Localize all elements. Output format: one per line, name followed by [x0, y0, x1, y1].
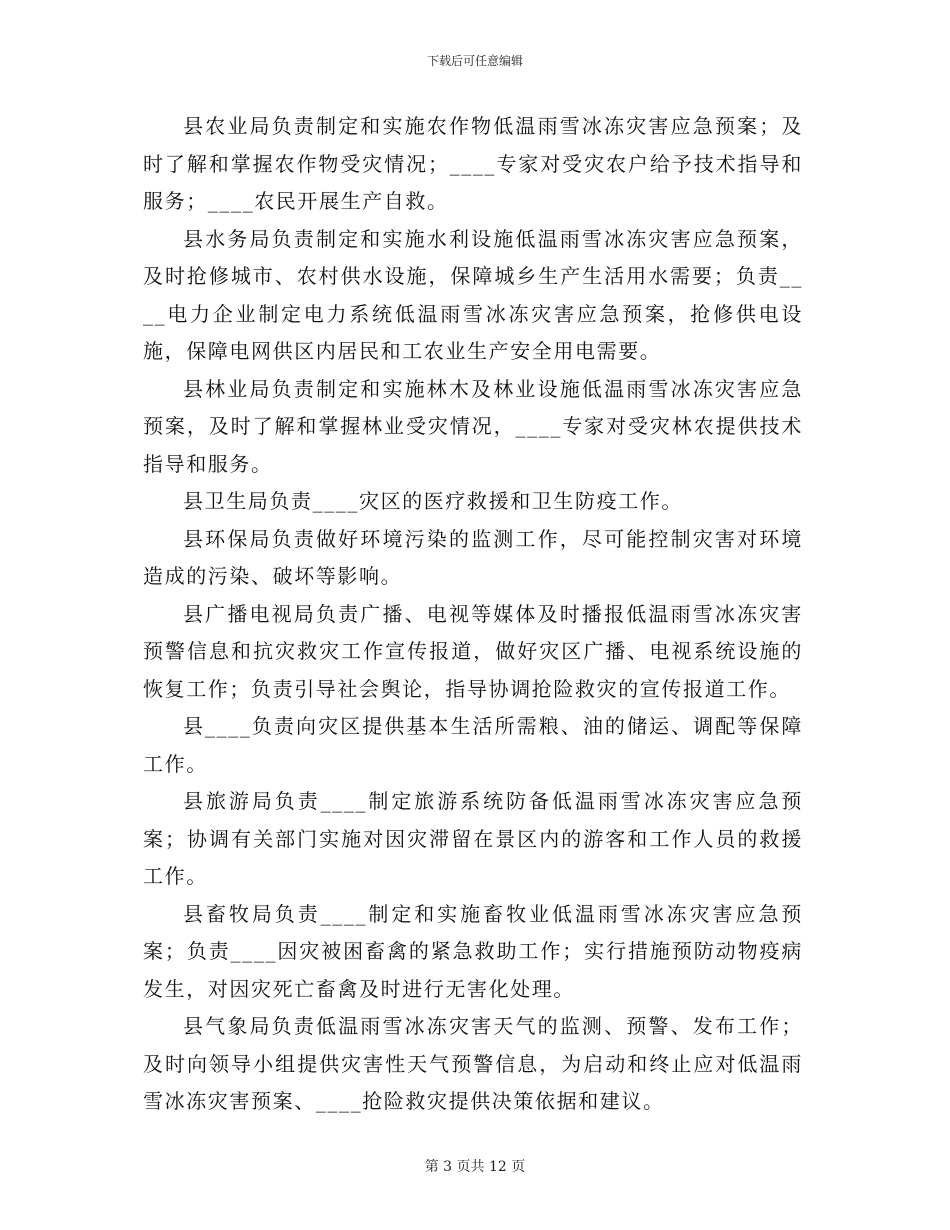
paragraph-tourism-bureau: 县旅游局负责____制定旅游系统防备低温雨雪冰冻灾害应急预案；协调有关部门实施对因灾滞留在景区内的游客和工作人员的救援工作。 [143, 789, 803, 888]
paragraph-meteorology-bureau: 县气象局负责低温雨雪冰冻灾害天气的监测、预警、发布工作；及时向领导小组提供灾害性天气预警信息，为启动和终止应对低温雨雪冰冻灾害预案、____抢险救灾提供决策依据和建议。 [143, 1014, 803, 1113]
paragraph-health-bureau: 县卫生局负责____灾区的医疗救援和卫生防疫工作。 [183, 489, 683, 513]
paragraph-agriculture-bureau: 县农业局负责制定和实施农作物低温雨雪冰冻灾害应急预案；及时了解和掌握农作物受灾情况；____专家对受灾农户给予技术指导和服务；____农民开展生产自救。 [143, 114, 803, 213]
paragraph-water-bureau: 县水务局负责制定和实施水利设施低温雨雪冰冻灾害应急预案，及时抢修城市、农村供水设施，保障城乡生产生活用水需要；负责____电力企业制定电力系统低温雨雪冰冻灾害应急预案，抢修供电设施，保障电网供区内居民和工农业生产安全用电需要。 [143, 226, 803, 363]
paragraph-environment-bureau: 县环保局负责做好环境污染的监测工作，尽可能控制灾害对环境造成的污染、破坏等影响。 [143, 526, 803, 588]
page-number-footer: 第 3 页共 12 页 [424, 1159, 526, 1175]
paragraph-livestock-bureau: 县畜牧局负责____制定和实施畜牧业低温雨雪冰冻灾害应急预案；负责____因灾被困畜禽的紧急救助工作；实行措施预防动物疫病发生，对因灾死亡畜禽及时进行无害化处理。 [143, 901, 803, 1001]
paragraph-forestry-bureau: 县林业局负责制定和实施林木及林业设施低温雨雪冰冻灾害应急预案，及时了解和掌握林业受灾情况，____专家对受灾林农提供技术指导和服务。 [143, 376, 803, 476]
paragraph-broadcast-bureau: 县广播电视局负责广播、电视等媒体及时播报低温雨雪冰冻灾害预警信息和抗灾救灾工作宣传报道，做好灾区广播、电视系统设施的恢复工作；负责引导社会舆论，指导协调抢险救灾的宣传报道工作。 [143, 601, 803, 701]
paragraph-grain-bureau: 县____负责向灾区提供基本生活所需粮、油的储运、调配等保障工作。 [143, 714, 803, 776]
document-body [143, 108, 803, 1121]
page-header: 下载后可任意编辑 [426, 54, 523, 68]
